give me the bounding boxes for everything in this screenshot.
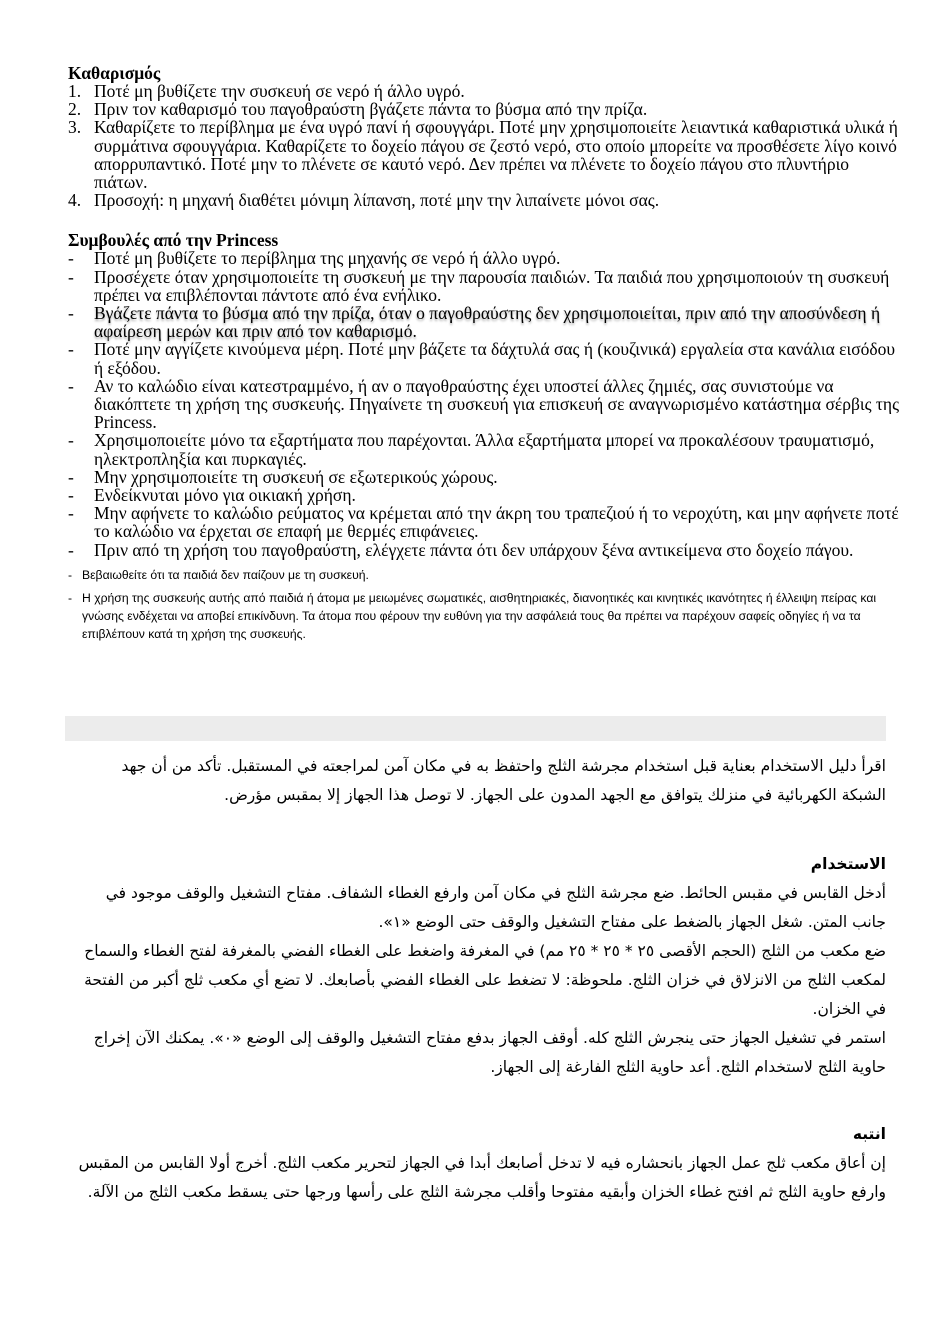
caution-heading: انتبه: [852, 1125, 886, 1143]
cleaning-heading: Καθαρισμός: [68, 63, 161, 83]
tips-heading: Συμβουλές από την Princess: [68, 230, 279, 251]
usage-paragraph: استمر في تشغيل الجهاز حتى ينجرش الثلج كله. أوقف الجهاز بدفع مفتاح التشغيل والوقف إلى الوضع «٠». يمكنك الآن إخراج حاوية الثلج لاستخدام الثلج. أعد حاوية الثلج الفارغة إلى الجهاز.: [93, 1029, 886, 1076]
list-item: [68, 590, 903, 643]
list-item: [68, 340, 903, 376]
list-item-highlighted: [68, 304, 903, 340]
list-item: [68, 118, 903, 191]
item-text: Χρησιμοποιείτε μόνο τα εξαρτήματα που παρέχονται. Άλλα εξαρτήματα μπορεί να προκαλέσουν τραυματισμό, ηλεκτροπληξία και πυρκαγιές.: [94, 430, 875, 469]
item-text: Βεβαιωθείτε ότι τα παιδιά δεν παίζουν με τη συσκευή.: [82, 567, 369, 582]
cleaning-list: [68, 82, 903, 209]
bullet-dash: -: [68, 503, 74, 524]
usage-paragraph: أدخل القابس في مقبس الحائط. ضع مجرشة الثلج في مكان آمن وارفع الغطاء الشفاف. مفتاح التشغيل والوقف موجود في جانب المتن. شغل الجهاز بالضغط على مفتاح التشغيل والوقف حتى الوضع «١».: [105, 884, 886, 931]
item-text: Ποτέ μην αγγίζετε κινούμενα μέρη. Ποτέ μην βάζετε τα δάχτυλά σας ή (κουζινικά) εργαλεία στα κανάλια εισόδου ή εξόδου.: [94, 339, 896, 378]
bullet-dash: -: [68, 266, 74, 287]
list-item: [68, 431, 903, 467]
item-text: Προσέχετε όταν χρησιμοποιείτε τη συσκευή με την παρουσία παιδιών. Τα παιδιά που χρησιμοποιούν τη συσκευή πρέπει να επιβλέπονται πάντοτε από ένα ενήλικο.: [94, 266, 890, 305]
list-item: [68, 486, 903, 504]
bullet-dash: -: [68, 567, 73, 582]
item-text: Μην χρησιμοποιείτε τη συσκευή σε εξωτερικούς χώρους.: [94, 466, 498, 487]
item-number: 3.: [68, 117, 82, 138]
bullet-dash: -: [68, 248, 74, 269]
list-item: [68, 468, 903, 486]
item-text: Πριν από τη χρήση του παγοθραύστη, ελέγχετε πάντα ότι δεν υπάρχουν ξένα αντικείμενα στο δοχείο πάγου.: [94, 539, 854, 560]
item-text: Μην αφήνετε το καλώδιο ρεύματος να κρέμεται από την άκρη του τραπεζιού ή το νεροχύτη, και μην αφήνετε ποτέ το καλώδιο να έρχεται σε επαφή με θερμές επιφάνειες.: [94, 503, 899, 542]
usage-paragraph: ضع مكعب من الثلج (الحجم الأقصى ٢٥ * ٢٥ * ٢٥ مم) في المغرفة واضغط على الغطاء الفضي بالمغرفة لفتح الغطاء والسماح لمكعب الثلج من الانزلاق في خزان الثلج. ملحوظة: لا تضغط على الغطاء الفضي بأصابعك. لا تضع أي مكعب ثلج أكبر من الفتحة في الخزان.: [84, 942, 886, 1018]
item-text: Αν το καλώδιο είναι κατεστραμμένο, ή αν ο παγοθραύστης έχει υποστεί άλλες ζημιές, σας συνιστούμε να διακόπτετε τη χρήση της συσκευής. Πηγαίνετε τη συσκευή για επισκευή σε αναγνωρισμένο κατάστημα σέρβις της Princess.: [94, 375, 900, 433]
list-item: [68, 567, 903, 585]
item-number: 1.: [68, 81, 82, 101]
bullet-dash: -: [68, 430, 74, 451]
small-notes-list: [68, 567, 903, 643]
item-text: Πριν τον καθαρισμό του παγοθραύστη βγάζετε πάντα το βύσμα από την πρίζα.: [94, 99, 648, 120]
tips-list: [68, 249, 903, 558]
item-text: Προσοχή: η μηχανή διαθέτει μόνιμη λίπανση, ποτέ μην την λιπαίνετε μόνοι σας.: [94, 190, 660, 211]
bullet-dash: -: [68, 539, 74, 560]
bullet-dash: -: [68, 375, 74, 396]
item-number: 2.: [68, 99, 82, 120]
list-item: [68, 191, 903, 209]
bullet-dash: -: [68, 339, 74, 360]
bullet-dash: -: [68, 591, 73, 606]
item-text: Ενδείκνυται μόνο για οικιακή χρήση.: [94, 485, 356, 506]
item-text: Η χρήση της συσκευής αυτής από παιδιά ή άτομα με μειωμένες σωματικές, αισθητηριακές, διανοητικές και κινητικές ικανότητες ή έλλειψη πείρας και γνώσης ενδέχεται να αποβεί επικίνδυνη. Τα άτομα που φέρουν την ευθύνη για την ασφάλειά τους θα πρέπει να παρέχουν σαφείς οδηγίες ή να τα επιβλέπουν κατά τη χρήση της συσκευής.: [82, 591, 877, 641]
item-number: 4.: [68, 190, 82, 211]
bullet-dash: -: [68, 485, 74, 506]
list-item: [68, 100, 903, 118]
item-text: Ποτέ μη βυθίζετε την συσκευή σε νερό ή άλλο υγρό.: [94, 81, 465, 101]
item-text: Βγάζετε πάντα το βύσμα από την πρίζα, όταν ο παγοθραύστης δεν χρησιμοποιείται, πριν από την αποσύνδεση ή αφαίρεση μερών και πριν από τον καθαρισμό.: [94, 303, 881, 342]
list-item: [68, 268, 903, 304]
item-text: Ποτέ μη βυθίζετε το περίβλημα της μηχανής σε νερό ή άλλο υγρό.: [94, 248, 561, 269]
list-item: [68, 82, 903, 100]
greek-section: [68, 64, 903, 643]
usage-heading: الاستخدام: [810, 855, 886, 873]
list-item: [68, 504, 903, 540]
arabic-section: [78, 752, 886, 1207]
bullet-dash: -: [68, 466, 74, 487]
caution-paragraph: إن أعاق مكعب ثلج عمل الجهاز بانحشاره فيه لا تدخل أصابعك أبدا في الجهاز لتحرير مكعب الثلج. أخرج أولا القابس من المقبس وارفع حاوية الثلج ثم افتح غطاء الخزان وأبقيه مفتوحا وأقلب مجرشة الثلج على رأسها ورجها حتى يسقط مكعب الثلج من الآلة.: [78, 1154, 886, 1201]
item-text: Καθαρίζετε το περίβλημα με ένα υγρό πανί ή σφουγγάρι. Ποτέ μην χρησιμοποιείτε λειαντικά καθαριστικά υλικά ή συρμάτινα σφουγγάρια. Καθαρίζετε το δοχείο πάγου σε ζεστό νερό, στο οποίο μπορείτε να προσθέσετε λίγο κοινό απορρυπαντικό. Ποτέ μην το πλένετε σε καυτό νερό. Δεν πρέπει να πλένετε το δοχείο πάγου στο πλυντήριο πιάτων.: [94, 117, 898, 193]
arabic-intro-paragraph: اقرأ دليل الاستخدام بعناية قبل استخدام مجرشة الثلج واحتفظ به في مكان آمن لمراجعته في المستقبل. تأكد من أن جهد الشبكة الكهربائية في منزلك يتوافق مع الجهد المدون على الجهاز. لا توصل هذا الجهاز إلا بمقبس مؤرض.: [121, 757, 886, 804]
bullet-dash: -: [68, 303, 74, 324]
list-item: [68, 377, 903, 432]
section-divider-bar: [65, 716, 886, 741]
list-item: [68, 541, 903, 559]
list-item: [68, 249, 903, 267]
